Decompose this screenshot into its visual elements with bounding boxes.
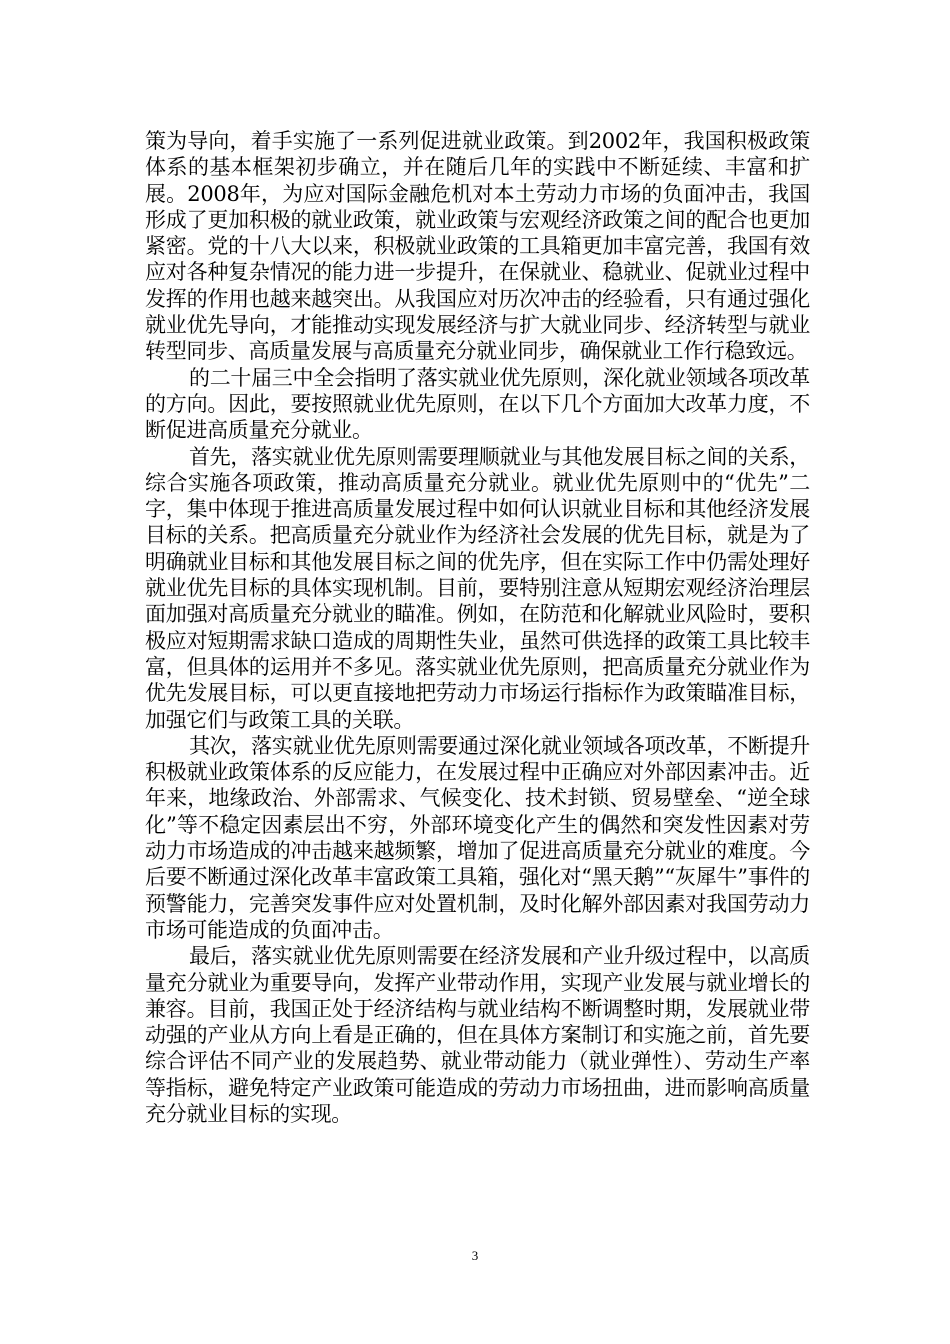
body-text [145,128,810,1127]
paragraph-4: 其次，落实就业优先原则需要通过深化就业领域各项改革，不断提升积极就业政策体系的反应能力，在发展过程中正确应对外部因素冲击。近年来，地缘政治、外部需求、气候变化、技术封锁、贸易壁垒、“逆全球化”等不稳定因素层出不穷，外部环境变化产生的偶然和突发性因素对劳动力市场造成的冲击越来越频繁，增加了促进高质量充分就业的难度。今后要不断通过深化改革丰富政策工具箱，强化对“黑天鹅”“灰犀牛”事件的预警能力，完善突发事件应对处置机制，及时化解外部因素对我国劳动力市场可能造成的负面冲击。 [145,733,810,942]
paragraph-1: 策为导向，着手实施了一系列促进就业政策。到2002年，我国积极政策体系的基本框架初步确立，并在随后几年的实践中不断延续、丰富和扩展。2008年，为应对国际金融危机对本土劳动力市场的负面冲击，我国形成了更加积极的就业政策，就业政策与宏观经济政策之间的配合也更加紧密。党的十八大以来，积极就业政策的工具箱更加丰富完善，我国有效应对各种复杂情况的能力进一步提升，在保就业、稳就业、促就业过程中发挥的作用也越来越突出。从我国应对历次冲击的经验看，只有通过强化就业优先导向，才能推动实现发展经济与扩大就业同步、经济转型与就业转型同步、高质量发展与高质量充分就业同步，确保就业工作行稳致远。 [145,129,810,364]
paragraph-5: 最后，落实就业优先原则需要在经济发展和产业升级过程中，以高质量充分就业为重要导向，发挥产业带动作用，实现产业发展与就业增长的兼容。目前，我国正处于经济结构与就业结构不断调整时期，发展就业带动强的产业从方向上看是正确的，但在具体方案制订和实施之前，首先要综合评估不同产业的发展趋势、就业带动能力（就业弹性）、劳动生产率等指标，避免特定产业政策可能造成的劳动力市场扭曲，进而影响高质量充分就业目标的实现。 [145,944,810,1126]
paragraph-3: 首先，落实就业优先原则需要理顺就业与其他发展目标之间的关系，综合实施各项政策，推动高质量充分就业。就业优先原则中的“优先”二字，集中体现于推进高质量发展过程中如何认识就业目标和其他经济发展目标的关系。把高质量充分就业作为经济社会发展的优先目标，就是为了明确就业目标和其他发展目标之间的优先序，但在实际工作中仍需处理好就业优先目标的具体实现机制。目前，要特别注意从短期宏观经济治理层面加强对高质量充分就业的瞄准。例如，在防范和化解就业风险时，要积极应对短期需求缺口造成的周期性失业，虽然可供选择的政策工具比较丰富，但具体的运用并不多见。落实就业优先原则，把高质量充分就业作为优先发展目标，可以更直接地把劳动力市场运行指标作为政策瞄准目标，加强它们与政策工具的关联。 [145,444,810,732]
page-number: 3 [471,1248,479,1263]
paragraph-2: 的二十届三中全会指明了落实就业优先原则，深化就业领域各项改革的方向。因此，要按照就业优先原则，在以下几个方面加大改革力度，不断促进高质量充分就业。 [145,365,810,443]
